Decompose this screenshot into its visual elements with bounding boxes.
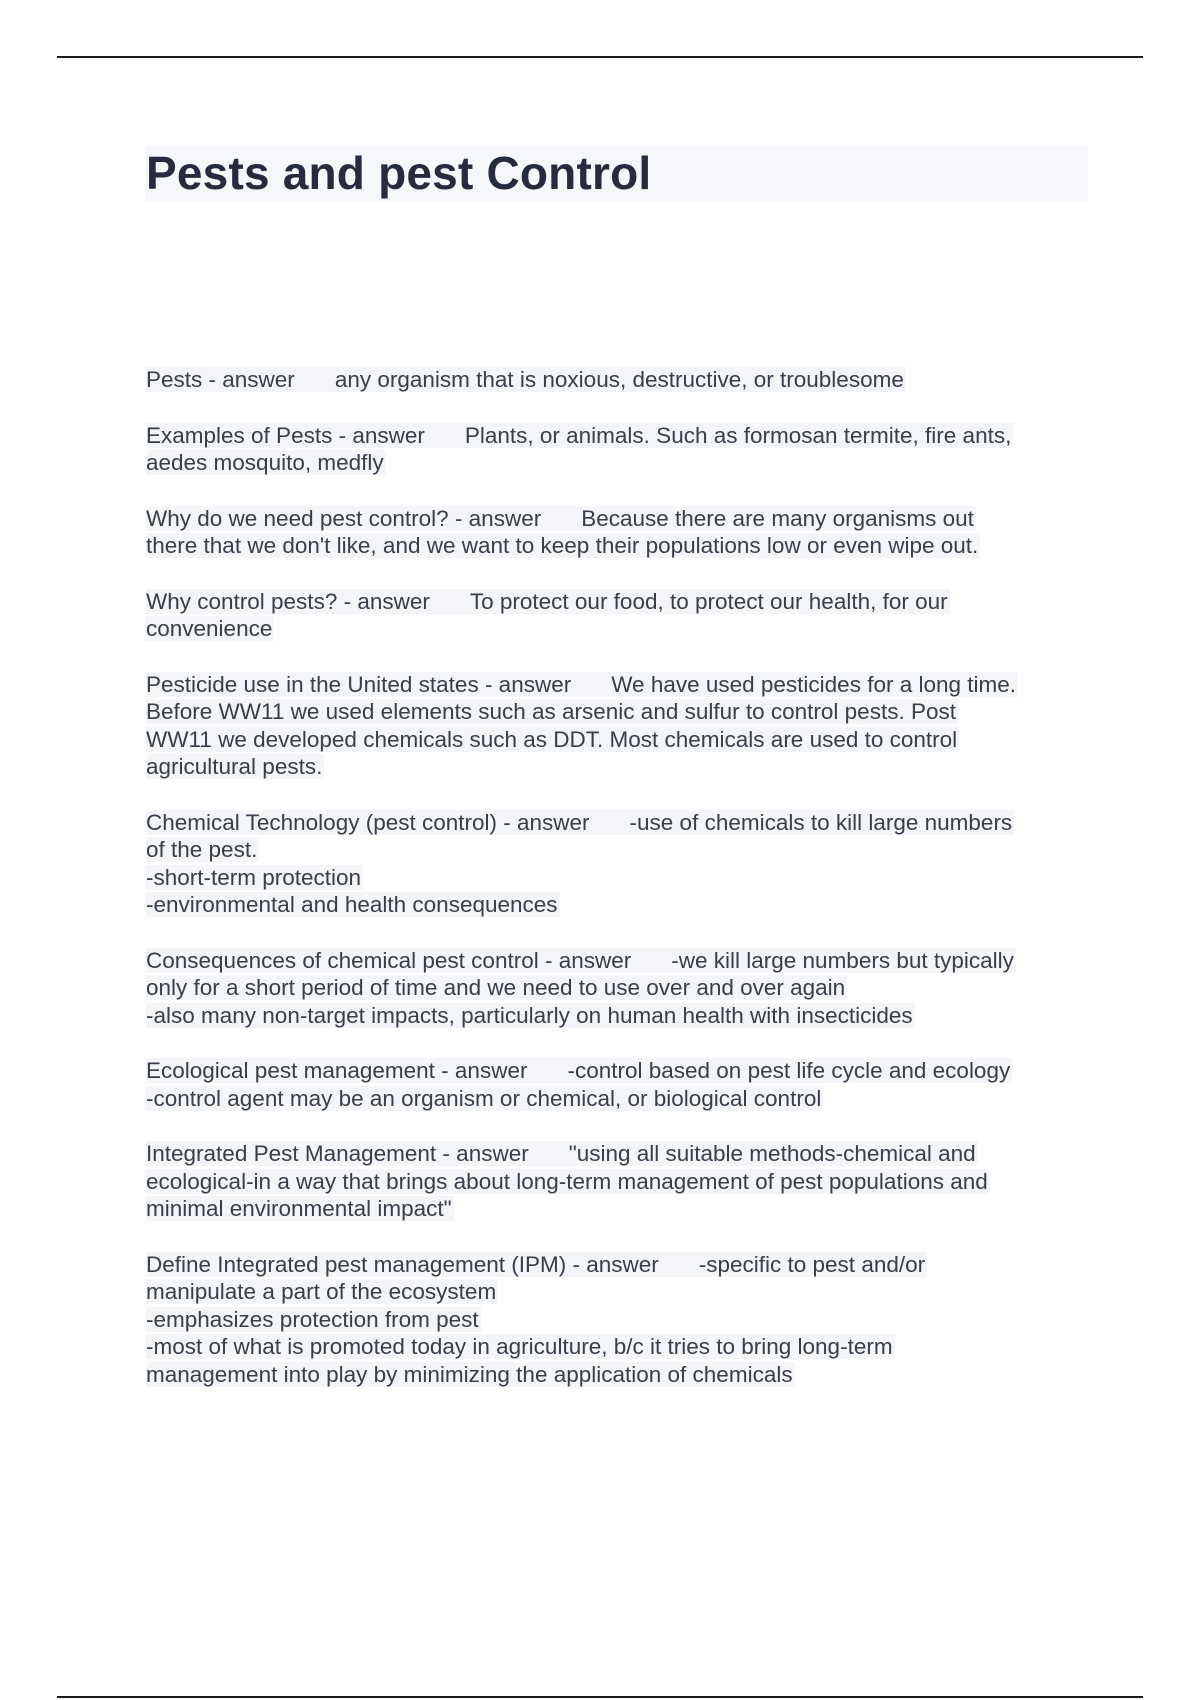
entry-answer: ecological-in a way that brings about long-term management of pest populations and [146, 1168, 988, 1194]
entry-answer: WW11 we developed chemicals such as DDT. Most chemicals are used to control [146, 726, 958, 752]
entry-answer: there that we don't like, and we want to keep their populations low or even wipe out. [146, 533, 979, 558]
flashcard-list [146, 366, 1091, 1416]
entry-line [146, 505, 1091, 533]
entry-answer: -most of what is promoted today in agriculture, b/c it tries to bring long-term [146, 1334, 893, 1359]
entry-answer: We have used pesticides for a long time. [611, 671, 1017, 697]
entry-answer: -short-term protection [146, 864, 362, 890]
entry-line [146, 449, 1091, 477]
flashcard-entry [146, 366, 1091, 394]
entry-line [146, 1002, 1091, 1030]
flashcard-entry [146, 671, 1091, 781]
entry-line [146, 1168, 1091, 1196]
bottom-rule [57, 1696, 1143, 1698]
entry-line [146, 726, 1091, 754]
entry-answer: -specific to pest and/or [698, 1251, 926, 1277]
entry-answer: -also many non-target impacts, particularly on human health with insecticides [146, 1002, 913, 1028]
entry-answer: -environmental and health consequences [146, 892, 558, 917]
flashcard-entry [146, 1140, 1091, 1223]
entry-line [146, 1278, 1091, 1306]
entry-answer: Before WW11 we used elements such as arsenic and sulfur to control pests. Post [146, 699, 956, 724]
entry-term: Examples of Pests - answer [146, 422, 425, 448]
entry-line [146, 1361, 1091, 1389]
entry-line [146, 1140, 1091, 1168]
entry-answer: Because there are many organisms out [581, 505, 974, 531]
entry-line [146, 753, 1091, 781]
entry-answer: Plants, or animals. Such as formosan termite, fire ants, [464, 422, 1012, 448]
entry-answer: -we kill large numbers but typically [671, 947, 1014, 973]
top-rule [57, 56, 1143, 58]
entry-line [146, 836, 1091, 864]
document-title: Pests and pest Control [146, 147, 652, 199]
flashcard-entry [146, 1057, 1091, 1112]
entry-line [146, 947, 1091, 975]
entry-term: Pests - answer [146, 367, 295, 392]
flashcard-entry [146, 422, 1091, 477]
entry-answer: agricultural pests. [146, 754, 323, 779]
entry-answer: management into play by minimizing the application of chemicals [146, 1361, 793, 1387]
entry-answer: -use of chemicals to kill large numbers [629, 809, 1013, 835]
entry-term: Why do we need pest control? - answer [146, 505, 542, 531]
entry-line [146, 532, 1091, 560]
entry-line [146, 615, 1091, 643]
entry-term: Why control pests? - answer [146, 588, 430, 614]
flashcard-entry [146, 588, 1091, 643]
entry-answer: -emphasizes protection from pest [146, 1306, 479, 1332]
entry-line [146, 1306, 1091, 1334]
entry-answer: "using all suitable methods-chemical and [568, 1141, 976, 1166]
entry-term: Define Integrated pest management (IPM) - answer [146, 1251, 659, 1277]
entry-answer: minimal environmental impact" [146, 1196, 452, 1221]
entry-answer: aedes mosquito, medfly [146, 450, 384, 475]
entry-answer: -control agent may be an organism or chemical, or biological control [146, 1085, 822, 1111]
entry-line [146, 588, 1091, 616]
entry-answer: only for a short period of time and we need to use over and over again [146, 975, 846, 1000]
entry-line [146, 1085, 1091, 1113]
flashcard-entry [146, 505, 1091, 560]
entry-line [146, 974, 1091, 1002]
flashcard-entry [146, 809, 1091, 919]
entry-line [146, 671, 1091, 699]
entry-term: Pesticide use in the United states - answer [146, 671, 572, 697]
entry-line [146, 422, 1091, 450]
entry-line [146, 1333, 1091, 1361]
entry-term: Integrated Pest Management - answer [146, 1141, 529, 1166]
entry-line [146, 1251, 1091, 1279]
flashcard-entry [146, 947, 1091, 1030]
flashcard-entry [146, 1251, 1091, 1389]
entry-line [146, 366, 1091, 394]
entry-answer: convenience [146, 616, 273, 641]
entry-answer: of the pest. [146, 837, 258, 862]
entry-answer: To protect our food, to protect our health, for our [469, 588, 948, 614]
entry-term: Ecological pest management - answer [146, 1058, 528, 1083]
entry-line [146, 864, 1091, 892]
entry-answer: manipulate a part of the ecosystem [146, 1279, 497, 1304]
entry-term: Consequences of chemical pest control - answer [146, 947, 632, 973]
entry-term: Chemical Technology (pest control) - answer [146, 809, 590, 835]
entry-line [146, 809, 1091, 837]
entry-line [146, 891, 1091, 919]
entry-answer: any organism that is noxious, destructive, or troublesome [334, 367, 904, 392]
entry-answer: -control based on pest life cycle and ecology [567, 1058, 1011, 1083]
entry-line [146, 1195, 1091, 1223]
entry-line [146, 1057, 1091, 1085]
entry-line [146, 698, 1091, 726]
